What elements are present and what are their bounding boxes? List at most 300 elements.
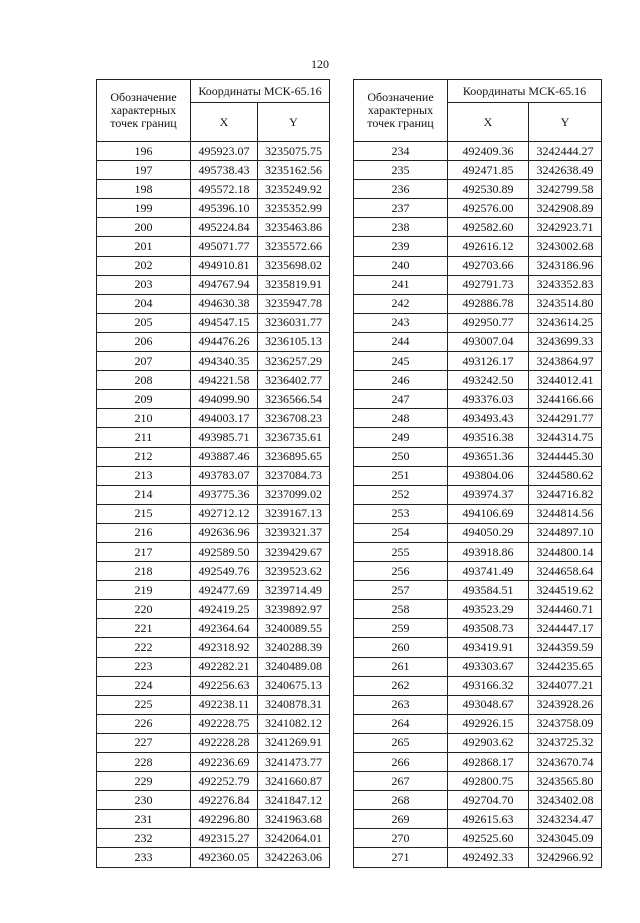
x-coordinate-cell: 493126.17: [448, 352, 529, 371]
table-row: [97, 523, 330, 542]
y-coordinate-cell: 3244800.14: [529, 542, 602, 561]
x-coordinate-cell: 492238.11: [191, 695, 258, 714]
y-coordinate-cell: 3235162.56: [258, 161, 330, 180]
y-coordinate-cell: 3244445.30: [529, 447, 602, 466]
x-coordinate-cell: 493048.67: [448, 695, 529, 714]
point-id-cell: 240: [354, 256, 448, 275]
table-row: [97, 619, 330, 638]
x-coordinate-cell: 493918.86: [448, 542, 529, 561]
x-coordinate-cell: 492256.63: [191, 676, 258, 695]
y-coordinate-cell: 3235947.78: [258, 294, 330, 313]
x-coordinate-cell: 492582.60: [448, 218, 529, 237]
point-id-cell: 241: [354, 275, 448, 294]
y-coordinate-cell: 3244460.71: [529, 600, 602, 619]
point-id-cell: 258: [354, 600, 448, 619]
x-coordinate-cell: 493887.46: [191, 447, 258, 466]
table-row: [354, 218, 602, 237]
table-row: [97, 638, 330, 657]
x-coordinate-cell: 493493.43: [448, 409, 529, 428]
x-coordinate-cell: 494099.90: [191, 390, 258, 409]
x-coordinate-cell: 492252.79: [191, 772, 258, 791]
table-row: [354, 657, 602, 676]
x-coordinate-cell: 493584.51: [448, 581, 529, 600]
point-id-cell: 238: [354, 218, 448, 237]
table-row: [97, 733, 330, 752]
x-coordinate-cell: 492296.80: [191, 810, 258, 829]
x-coordinate-cell: 492589.50: [191, 542, 258, 561]
table-row: [97, 829, 330, 848]
y-coordinate-cell: 3243864.97: [529, 352, 602, 371]
table-row: [97, 371, 330, 390]
y-coordinate-cell: 3242923.71: [529, 218, 602, 237]
x-coordinate-cell: 492477.69: [191, 581, 258, 600]
y-coordinate-cell: 3235819.91: [258, 275, 330, 294]
y-coordinate-cell: 3241847.12: [258, 791, 330, 810]
y-coordinate-cell: 3235249.92: [258, 180, 330, 199]
table-body-left: [97, 142, 330, 868]
y-coordinate-cell: 3239429.67: [258, 542, 330, 561]
table-row: [354, 600, 602, 619]
point-id-cell: 244: [354, 332, 448, 351]
y-coordinate-cell: 3243758.09: [529, 714, 602, 733]
y-coordinate-cell: 3237099.02: [258, 485, 330, 504]
y-coordinate-cell: 3242444.27: [529, 142, 602, 161]
x-coordinate-cell: 492409.36: [448, 142, 529, 161]
y-coordinate-cell: 3239523.62: [258, 562, 330, 581]
table-row: [354, 256, 602, 275]
y-coordinate-cell: 3242799.58: [529, 180, 602, 199]
table-row: [354, 161, 602, 180]
point-id-cell: 250: [354, 447, 448, 466]
point-id-cell: 243: [354, 313, 448, 332]
page-number: 120: [311, 57, 329, 71]
point-id-cell: 269: [354, 810, 448, 829]
y-coordinate-cell: 3239321.37: [258, 523, 330, 542]
x-coordinate-cell: 492276.84: [191, 791, 258, 810]
point-id-cell: 210: [97, 409, 191, 428]
point-id-cell: 252: [354, 485, 448, 504]
table-row: [97, 332, 330, 351]
point-id-cell: 218: [97, 562, 191, 581]
coordinates-table-right: [353, 79, 602, 868]
point-id-cell: 199: [97, 199, 191, 218]
y-coordinate-cell: 3237084.73: [258, 466, 330, 485]
table-row: [354, 562, 602, 581]
y-coordinate-cell: 3244359.59: [529, 638, 602, 657]
point-id-cell: 248: [354, 409, 448, 428]
x-coordinate-cell: 493376.03: [448, 390, 529, 409]
point-id-cell: 236: [354, 180, 448, 199]
table-row: [354, 180, 602, 199]
y-header: Y: [529, 103, 602, 142]
x-coordinate-cell: 493651.36: [448, 447, 529, 466]
table-row: [97, 791, 330, 810]
x-coordinate-cell: 493508.73: [448, 619, 529, 638]
x-coordinate-cell: 492530.89: [448, 180, 529, 199]
point-id-cell: 215: [97, 504, 191, 523]
x-coordinate-cell: 495923.07: [191, 142, 258, 161]
x-coordinate-cell: 493516.38: [448, 428, 529, 447]
y-coordinate-cell: 3240288.39: [258, 638, 330, 657]
x-coordinate-cell: 493303.67: [448, 657, 529, 676]
point-id-cell: 264: [354, 714, 448, 733]
y-coordinate-cell: 3243725.32: [529, 733, 602, 752]
y-coordinate-cell: 3236257.29: [258, 352, 330, 371]
point-id-cell: 237: [354, 199, 448, 218]
point-id-cell: 221: [97, 619, 191, 638]
x-coordinate-cell: 492576.00: [448, 199, 529, 218]
table-row: [97, 562, 330, 581]
table-row: [97, 199, 330, 218]
y-coordinate-cell: 3243045.09: [529, 829, 602, 848]
point-id-cell: 203: [97, 275, 191, 294]
y-coordinate-cell: 3243614.25: [529, 313, 602, 332]
x-coordinate-cell: 494630.38: [191, 294, 258, 313]
x-coordinate-cell: 492886.78: [448, 294, 529, 313]
point-id-cell: 214: [97, 485, 191, 504]
point-id-cell: 233: [97, 848, 191, 867]
y-coordinate-cell: 3240878.31: [258, 695, 330, 714]
table-row: [354, 772, 602, 791]
table-row: [97, 753, 330, 772]
y-coordinate-cell: 3242908.89: [529, 199, 602, 218]
y-coordinate-cell: 3243514.80: [529, 294, 602, 313]
y-coordinate-cell: 3236031.77: [258, 313, 330, 332]
x-coordinate-cell: 494910.81: [191, 256, 258, 275]
point-id-cell: 220: [97, 600, 191, 619]
table-row: [354, 810, 602, 829]
x-coordinate-cell: 495396.10: [191, 199, 258, 218]
table-row: [354, 332, 602, 351]
table-row: [97, 428, 330, 447]
table-body-right: [354, 142, 602, 868]
x-coordinate-cell: 492903.62: [448, 733, 529, 752]
y-coordinate-cell: 3242966.92: [529, 848, 602, 867]
table-row: [97, 142, 330, 161]
table-row: [97, 390, 330, 409]
x-coordinate-cell: 493166.32: [448, 676, 529, 695]
x-coordinate-cell: 494767.94: [191, 275, 258, 294]
x-coordinate-cell: 495572.18: [191, 180, 258, 199]
x-coordinate-cell: 492704.70: [448, 791, 529, 810]
table-row: [354, 313, 602, 332]
table-row: [97, 542, 330, 561]
x-coordinate-cell: 494476.26: [191, 332, 258, 351]
table-row: [97, 466, 330, 485]
x-coordinate-cell: 492712.12: [191, 504, 258, 523]
table-row: [97, 714, 330, 733]
x-coordinate-cell: 492636.96: [191, 523, 258, 542]
point-id-cell: 265: [354, 733, 448, 752]
table-row: [97, 294, 330, 313]
table-row: [354, 791, 602, 810]
y-coordinate-cell: 3243699.33: [529, 332, 602, 351]
x-coordinate-cell: 493419.91: [448, 638, 529, 657]
x-coordinate-cell: 493783.07: [191, 466, 258, 485]
y-header: Y: [258, 103, 330, 142]
x-coordinate-cell: 495224.84: [191, 218, 258, 237]
point-id-cell: 228: [97, 753, 191, 772]
x-coordinate-cell: 494106.69: [448, 504, 529, 523]
x-coordinate-cell: 493974.37: [448, 485, 529, 504]
point-id-cell: 253: [354, 504, 448, 523]
x-coordinate-cell: 495071.77: [191, 237, 258, 256]
coords-system-header: Координаты МСК-65.16: [448, 80, 602, 103]
x-coordinate-cell: 493007.04: [448, 332, 529, 351]
point-id-cell: 216: [97, 523, 191, 542]
table-row: [97, 848, 330, 867]
y-coordinate-cell: 3235463.86: [258, 218, 330, 237]
y-coordinate-cell: 3242638.49: [529, 161, 602, 180]
table-row: [354, 142, 602, 161]
x-coordinate-cell: 492228.28: [191, 733, 258, 752]
y-coordinate-cell: 3244235.65: [529, 657, 602, 676]
x-coordinate-cell: 492703.66: [448, 256, 529, 275]
table-row: [97, 161, 330, 180]
table-row: [354, 294, 602, 313]
table-row: [354, 829, 602, 848]
table-row: [354, 485, 602, 504]
table-row: [354, 504, 602, 523]
table-row: [354, 733, 602, 752]
point-id-cell: 232: [97, 829, 191, 848]
point-label-header: Обозначение характерных точек границ: [97, 80, 191, 142]
point-id-cell: 259: [354, 619, 448, 638]
x-coordinate-cell: 492360.05: [191, 848, 258, 867]
table-row: [97, 313, 330, 332]
y-coordinate-cell: 3244291.77: [529, 409, 602, 428]
table-row: [354, 428, 602, 447]
y-coordinate-cell: 3244658.64: [529, 562, 602, 581]
x-coordinate-cell: 492615.63: [448, 810, 529, 829]
point-id-cell: 226: [97, 714, 191, 733]
point-id-cell: 246: [354, 371, 448, 390]
y-coordinate-cell: 3243186.96: [529, 256, 602, 275]
point-id-cell: 209: [97, 390, 191, 409]
table-row: [97, 180, 330, 199]
point-id-cell: 223: [97, 657, 191, 676]
table-row: [97, 237, 330, 256]
y-coordinate-cell: 3244012.41: [529, 371, 602, 390]
point-id-cell: 235: [354, 161, 448, 180]
table-row: [97, 581, 330, 600]
table-row: [354, 542, 602, 561]
point-id-cell: 268: [354, 791, 448, 810]
table-row: [97, 772, 330, 791]
y-coordinate-cell: 3240489.08: [258, 657, 330, 676]
x-coordinate-cell: 493775.36: [191, 485, 258, 504]
point-id-cell: 196: [97, 142, 191, 161]
point-id-cell: 266: [354, 753, 448, 772]
table-row: [97, 352, 330, 371]
x-coordinate-cell: 492868.17: [448, 753, 529, 772]
y-coordinate-cell: 3244314.75: [529, 428, 602, 447]
point-id-cell: 255: [354, 542, 448, 561]
x-coordinate-cell: 492950.77: [448, 313, 529, 332]
point-id-cell: 208: [97, 371, 191, 390]
table-row: [354, 695, 602, 714]
point-id-cell: 212: [97, 447, 191, 466]
point-id-cell: 222: [97, 638, 191, 657]
point-id-cell: 200: [97, 218, 191, 237]
x-coordinate-cell: 492525.60: [448, 829, 529, 848]
table-row: [354, 714, 602, 733]
y-coordinate-cell: 3243402.08: [529, 791, 602, 810]
x-coordinate-cell: 492791.73: [448, 275, 529, 294]
y-coordinate-cell: 3242263.06: [258, 848, 330, 867]
x-coordinate-cell: 493985.71: [191, 428, 258, 447]
point-id-cell: 234: [354, 142, 448, 161]
point-id-cell: 254: [354, 523, 448, 542]
x-coordinate-cell: 492364.64: [191, 619, 258, 638]
table-row: [97, 409, 330, 428]
point-id-cell: 267: [354, 772, 448, 791]
y-coordinate-cell: 3241660.87: [258, 772, 330, 791]
y-coordinate-cell: 3244580.62: [529, 466, 602, 485]
x-coordinate-cell: 492549.76: [191, 562, 258, 581]
x-coordinate-cell: 492315.27: [191, 829, 258, 848]
y-coordinate-cell: 3241269.91: [258, 733, 330, 752]
y-coordinate-cell: 3244447.17: [529, 619, 602, 638]
table-row: [354, 619, 602, 638]
y-coordinate-cell: 3244077.21: [529, 676, 602, 695]
table-row: [354, 466, 602, 485]
y-coordinate-cell: 3239167.13: [258, 504, 330, 523]
x-coordinate-cell: 495738.43: [191, 161, 258, 180]
table-row: [354, 275, 602, 294]
y-coordinate-cell: 3244716.82: [529, 485, 602, 504]
x-coordinate-cell: 493523.29: [448, 600, 529, 619]
table-row: [354, 199, 602, 218]
point-id-cell: 270: [354, 829, 448, 848]
point-id-cell: 260: [354, 638, 448, 657]
table-row: [97, 504, 330, 523]
point-id-cell: 271: [354, 848, 448, 867]
x-coordinate-cell: 493242.50: [448, 371, 529, 390]
y-coordinate-cell: 3244814.56: [529, 504, 602, 523]
table-row: [354, 409, 602, 428]
y-coordinate-cell: 3240089.55: [258, 619, 330, 638]
y-coordinate-cell: 3240675.13: [258, 676, 330, 695]
y-coordinate-cell: 3241082.12: [258, 714, 330, 733]
y-coordinate-cell: 3243234.47: [529, 810, 602, 829]
y-coordinate-cell: 3236105.13: [258, 332, 330, 351]
x-coordinate-cell: 494003.17: [191, 409, 258, 428]
x-coordinate-cell: 492236.69: [191, 753, 258, 772]
x-coordinate-cell: 492800.75: [448, 772, 529, 791]
y-coordinate-cell: 3236708.23: [258, 409, 330, 428]
table-row: [97, 485, 330, 504]
y-coordinate-cell: 3243670.74: [529, 753, 602, 772]
x-coordinate-cell: 493741.49: [448, 562, 529, 581]
x-coordinate-cell: 492318.92: [191, 638, 258, 657]
x-header: X: [448, 103, 529, 142]
y-coordinate-cell: 3243352.83: [529, 275, 602, 294]
table-row: [97, 275, 330, 294]
point-id-cell: 204: [97, 294, 191, 313]
x-coordinate-cell: 494221.58: [191, 371, 258, 390]
point-label-header: Обозначение характерных точек границ: [354, 80, 448, 142]
point-id-cell: 227: [97, 733, 191, 752]
point-id-cell: 213: [97, 466, 191, 485]
y-coordinate-cell: 3235572.66: [258, 237, 330, 256]
point-id-cell: 231: [97, 810, 191, 829]
y-coordinate-cell: 3243928.26: [529, 695, 602, 714]
y-coordinate-cell: 3239714.49: [258, 581, 330, 600]
coordinates-table-left: [96, 79, 330, 868]
point-id-cell: 261: [354, 657, 448, 676]
point-id-cell: 217: [97, 542, 191, 561]
point-id-cell: 229: [97, 772, 191, 791]
point-id-cell: 201: [97, 237, 191, 256]
table-row: [354, 676, 602, 695]
point-id-cell: 262: [354, 676, 448, 695]
y-coordinate-cell: 3236895.65: [258, 447, 330, 466]
y-coordinate-cell: 3236735.61: [258, 428, 330, 447]
point-id-cell: 249: [354, 428, 448, 447]
table-row: [354, 638, 602, 657]
y-coordinate-cell: 3241963.68: [258, 810, 330, 829]
table-row: [97, 218, 330, 237]
table-row: [97, 447, 330, 466]
x-coordinate-cell: 493804.06: [448, 466, 529, 485]
x-coordinate-cell: 492228.75: [191, 714, 258, 733]
point-id-cell: 219: [97, 581, 191, 600]
y-coordinate-cell: 3244897.10: [529, 523, 602, 542]
point-id-cell: 242: [354, 294, 448, 313]
point-id-cell: 205: [97, 313, 191, 332]
y-coordinate-cell: 3236566.54: [258, 390, 330, 409]
table-row: [97, 657, 330, 676]
y-coordinate-cell: 3239892.97: [258, 600, 330, 619]
x-coordinate-cell: 492492.33: [448, 848, 529, 867]
y-coordinate-cell: 3235698.02: [258, 256, 330, 275]
table-row: [354, 848, 602, 867]
table-row: [354, 447, 602, 466]
point-id-cell: 263: [354, 695, 448, 714]
point-id-cell: 257: [354, 581, 448, 600]
table-row: [97, 810, 330, 829]
point-id-cell: 211: [97, 428, 191, 447]
table-row: [97, 256, 330, 275]
point-id-cell: 206: [97, 332, 191, 351]
y-coordinate-cell: 3236402.77: [258, 371, 330, 390]
y-coordinate-cell: 3235075.75: [258, 142, 330, 161]
point-id-cell: 225: [97, 695, 191, 714]
table-row: [97, 600, 330, 619]
point-id-cell: 245: [354, 352, 448, 371]
point-id-cell: 207: [97, 352, 191, 371]
coords-system-header: Координаты МСК-65.16: [191, 80, 330, 103]
y-coordinate-cell: 3244166.66: [529, 390, 602, 409]
y-coordinate-cell: 3243565.80: [529, 772, 602, 791]
x-coordinate-cell: 492471.85: [448, 161, 529, 180]
table-row: [354, 390, 602, 409]
table-row: [354, 237, 602, 256]
x-coordinate-cell: 492616.12: [448, 237, 529, 256]
point-id-cell: 251: [354, 466, 448, 485]
y-coordinate-cell: 3235352.99: [258, 199, 330, 218]
table-row: [354, 523, 602, 542]
table-row: [97, 676, 330, 695]
point-id-cell: 198: [97, 180, 191, 199]
x-coordinate-cell: 492419.25: [191, 600, 258, 619]
point-id-cell: 239: [354, 237, 448, 256]
x-coordinate-cell: 494547.15: [191, 313, 258, 332]
table-row: [354, 352, 602, 371]
table-row: [354, 581, 602, 600]
x-coordinate-cell: 494050.29: [448, 523, 529, 542]
